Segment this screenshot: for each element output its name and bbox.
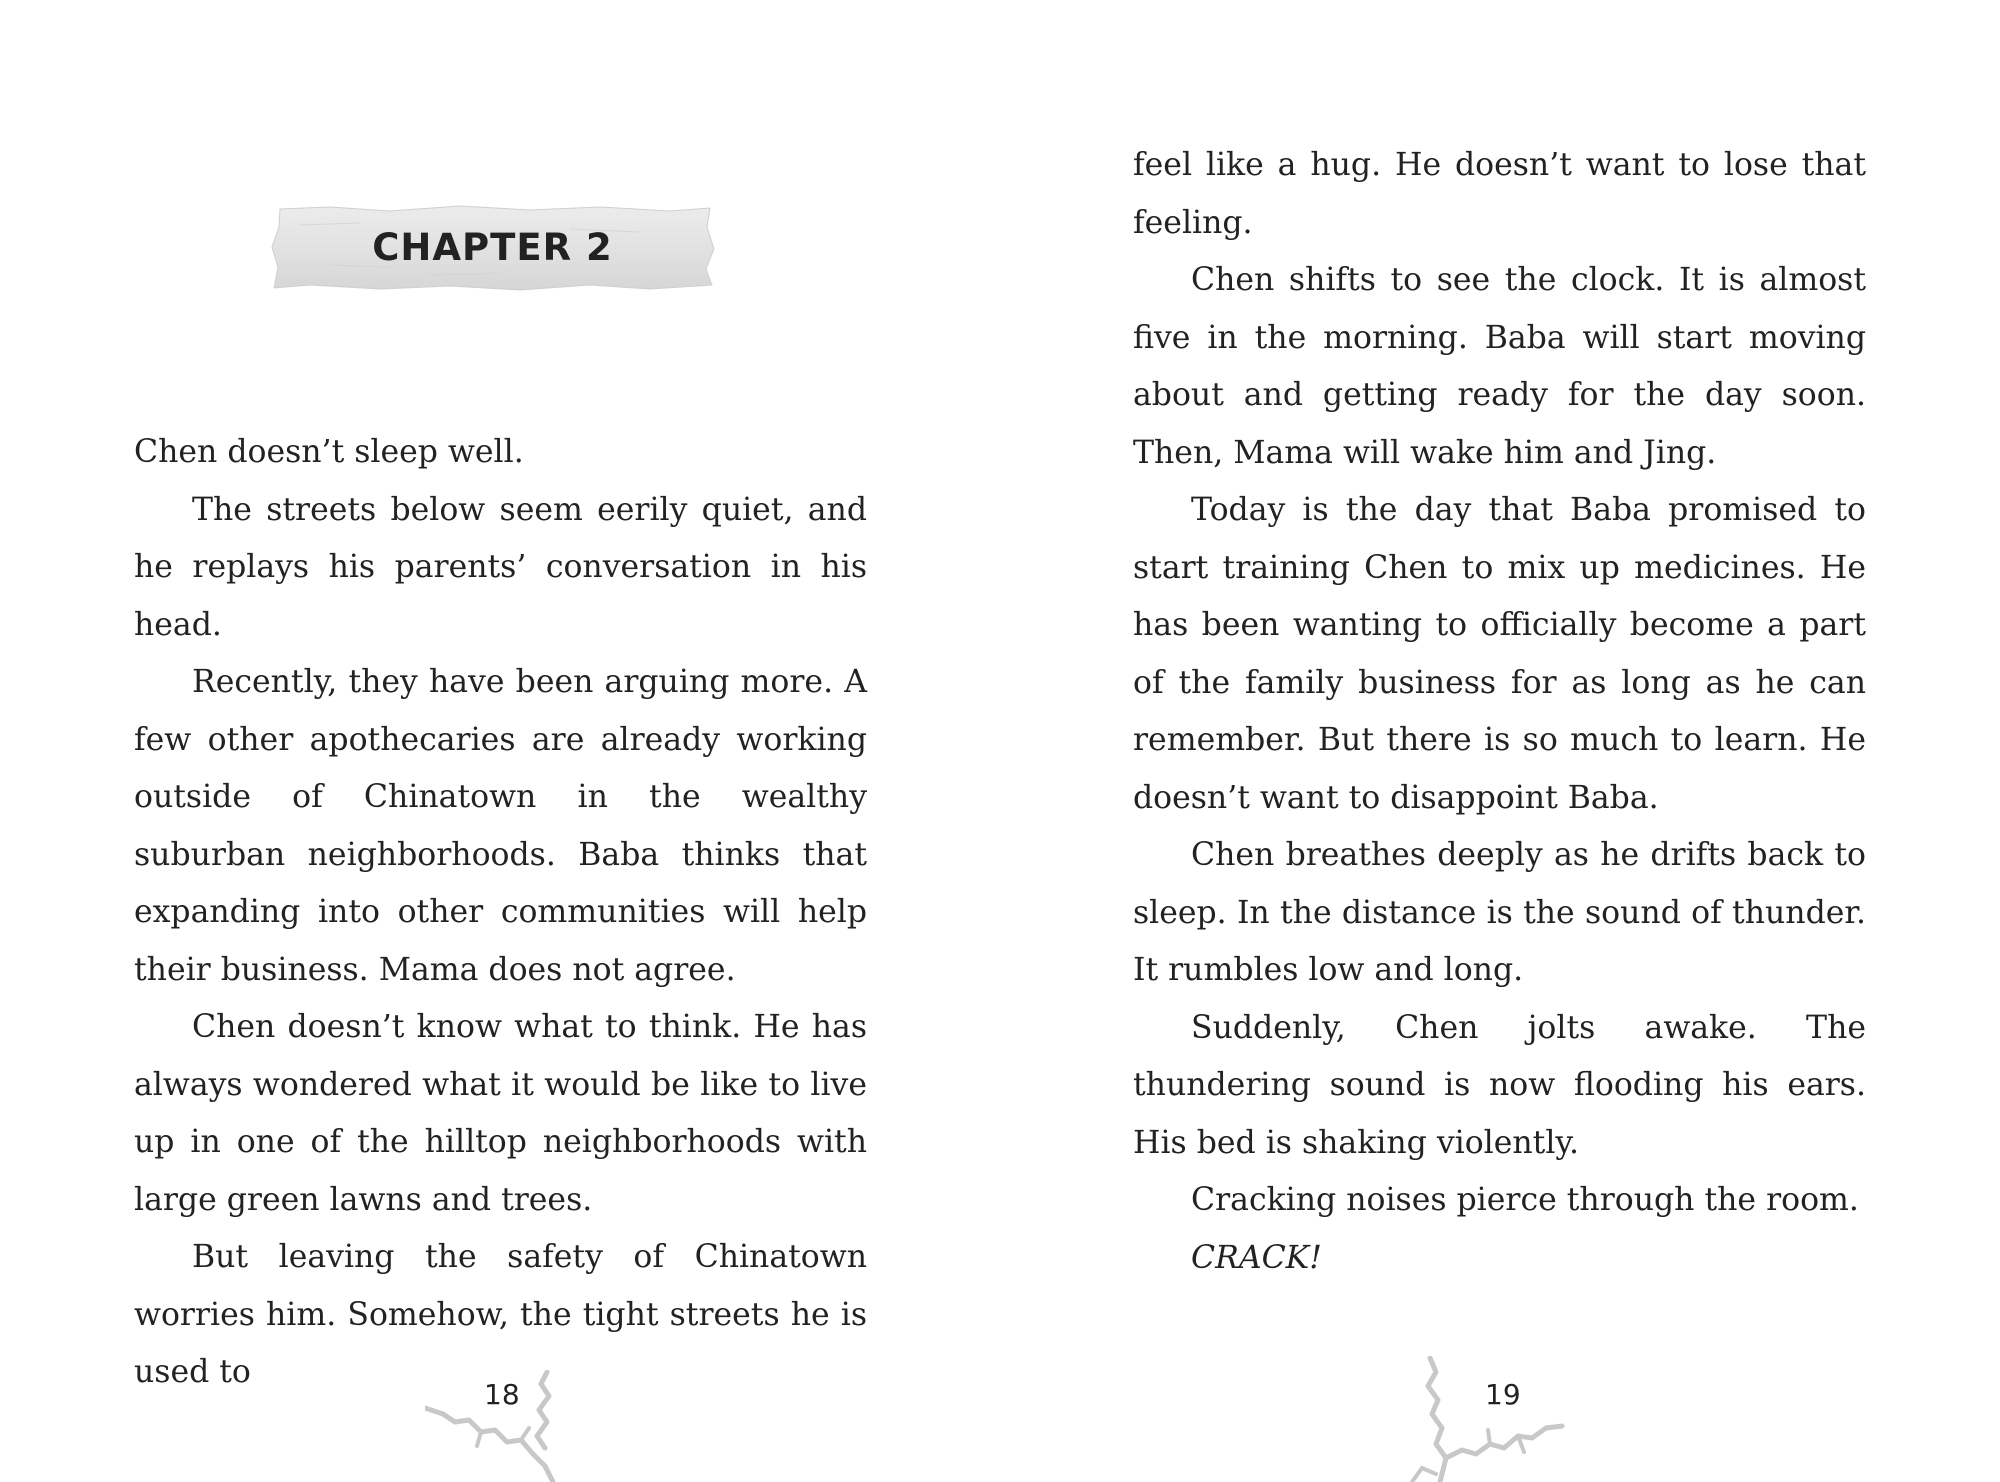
chapter-heading (270, 205, 715, 291)
crack-ornament-right (1392, 1356, 1567, 1482)
paragraph-crack: CRACK! (1191, 1239, 1322, 1276)
chapter-title: CHAPTER 2 (372, 226, 613, 269)
paragraph: The streets below seem eerily quiet, and he replays his parents’ conversation in his head. (134, 491, 867, 643)
right-page (1000, 0, 2000, 1482)
paragraph: Chen shifts to see the clock. It is almost five in the morning. Baba will start moving about and getting ready for the day soon. Then, Mama will wake him and Jing. (1133, 262, 1866, 471)
paragraph: Today is the day that Baba promised to start training Chen to mix up medicines. He has been wanting to officially become a part of the family business for as long as he can remember. But there is so much to learn. He doesn’t want to disappoint Baba. (1133, 492, 1866, 816)
paragraph: Chen doesn’t sleep well. (134, 434, 524, 470)
paragraph: But leaving the safety of Chinatown worries him. Somehow, the tight streets he is used to (134, 1239, 867, 1390)
page-number: 18 (484, 1378, 520, 1411)
page-number: 19 (1485, 1378, 1521, 1411)
paragraph: Chen breathes deeply as he drifts back to sleep. In the distance is the sound of thunder. It rumbles low and long. (1133, 837, 1866, 988)
right-page-text (1133, 137, 1866, 1287)
paragraph: Cracking noises pierce through the room. (1191, 1182, 1859, 1218)
paragraph: Suddenly, Chen jolts awake. The thundering sound is now flooding his ears. His bed is shaking violently. (1133, 1009, 1866, 1161)
paragraph: Recently, they have been arguing more. A few other apothecaries are already working outside of Chinatown in the wealthy suburban neighborhoods. Baba thinks that expanding into other communities will help their business. Mama does not agree. (134, 664, 867, 988)
paragraph: Chen doesn’t know what to think. He has always wondered what it would be like to live up in one of the hilltop neighborhoods with large green lawns and trees. (134, 1009, 867, 1218)
paragraph: feel like a hug. He doesn’t want to lose that feeling. (1133, 147, 1866, 241)
left-page-text (134, 424, 867, 1402)
